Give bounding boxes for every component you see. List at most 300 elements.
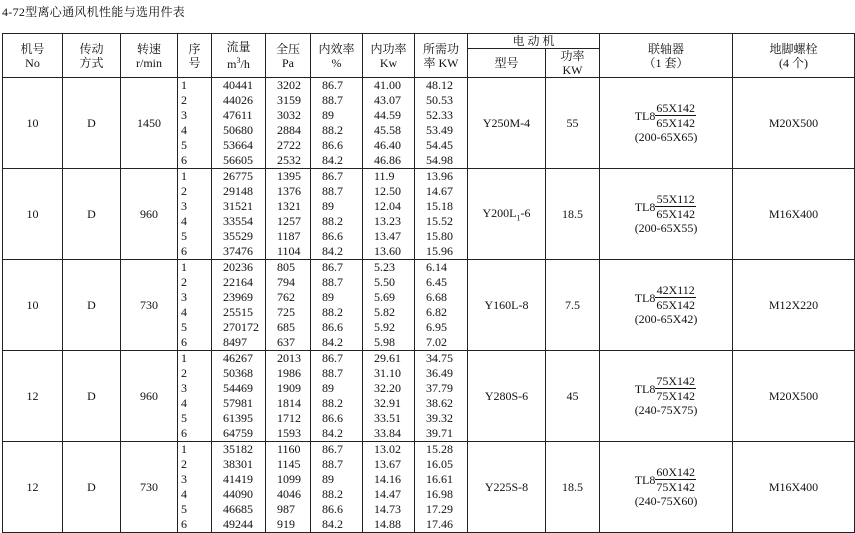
flow-value: 33554 [223,214,253,228]
seq-value: 4 [181,214,187,228]
header-motor: 电 动 机 [468,34,600,49]
internal-power-value: 43.07 [374,93,401,107]
pressure-value: 1099 [277,472,301,486]
required-power-value: 13.96 [426,169,453,183]
internal-power-value: 13.60 [374,244,401,258]
drive-cell: D [63,442,121,533]
internal-power-value: 5.82 [374,305,395,319]
flow-value: 64759 [223,426,253,440]
efficiency-value: 84.2 [322,153,343,167]
internal-power-value: 31.10 [374,366,401,380]
required-power-value: 52.33 [426,108,453,122]
efficiency-value: 89 [322,108,334,122]
coupling-cell [600,442,733,533]
table-row [3,351,855,442]
required-power-value: 15.18 [426,199,453,213]
coupling-dimensions: (200-65X42) [634,312,698,326]
pressure-value: 1321 [277,199,301,213]
required-power-value: 6.45 [426,275,447,289]
efficiency-cell [311,260,363,351]
motor-power-cell: 45 [546,351,600,442]
pressure-cell [266,351,311,442]
required-power-value: 6.68 [426,290,447,304]
pressure-value: 3032 [277,108,301,122]
header-efficiency: 内效率 % [311,34,363,78]
required-power-value: 54.45 [426,138,453,152]
pressure-value: 1909 [277,381,301,395]
seq-value: 3 [181,199,187,213]
coupling-numerator: 42X112 [656,283,695,297]
coupling-model: TL8 [634,108,656,123]
pressure-value: 637 [277,335,295,349]
flow-value: 38301 [223,457,253,471]
internal-power-value: 14.16 [374,472,401,486]
internal-power-value: 41.00 [374,78,401,92]
motor-model-value [485,389,528,403]
flow-value: 35182 [223,442,253,456]
required-power-value: 15.96 [426,244,453,258]
efficiency-value: 88.2 [322,123,343,137]
pressure-value: 762 [277,290,295,304]
seq-cell [178,78,212,169]
flow-value: 47611 [223,108,253,122]
pressure-value: 685 [277,320,295,334]
seq-value: 1 [181,351,187,365]
machine-no-cell: 12 [3,442,63,533]
header-speed: 转速 r/min [121,34,178,78]
motor-model-text: Y200L [482,205,517,220]
seq-value: 6 [181,335,187,349]
speed-cell: 730 [121,442,178,533]
pressure-value: 1593 [277,426,301,440]
internal-power-value: 32.20 [374,381,401,395]
seq-value: 3 [181,381,187,395]
internal-power-value: 13.47 [374,229,401,243]
internal-power-cell [363,351,415,442]
flow-value: 61395 [223,411,253,425]
seq-value: 3 [181,472,187,486]
efficiency-value: 86.7 [322,351,343,365]
internal-power-cell [363,169,415,260]
internal-power-value: 5.92 [374,320,395,334]
pressure-cell [266,442,311,533]
flow-value: 57981 [223,396,253,410]
header-machine-no: 机号 No [3,34,63,78]
pressure-value: 1814 [277,396,301,410]
pressure-value: 1712 [277,411,301,425]
required-power-cell [415,169,468,260]
header-flow: 流量 $m^3/h$ [212,34,266,78]
efficiency-value: 86.6 [322,229,343,243]
internal-power-value: 5.69 [374,290,395,304]
bolt-cell: M12X220 [733,260,855,351]
table-row [3,260,855,351]
seq-value: 2 [181,93,187,107]
coupling-cell [600,78,733,169]
internal-power-cell [363,442,415,533]
flow-value: 270172 [223,320,259,334]
efficiency-value: 89 [322,381,334,395]
motor-model-value [483,116,530,130]
flow-value: 26775 [223,169,253,183]
coupling-fraction [655,101,696,130]
bolt-cell: M16X400 [733,169,855,260]
drive-cell: D [63,169,121,260]
flow-value: 44026 [223,93,253,107]
internal-power-value: 5.23 [374,260,395,274]
coupling-dimensions: (200-65X65) [634,130,698,144]
speed-cell: 1450 [121,78,178,169]
efficiency-cell [311,78,363,169]
drive-cell: D [63,260,121,351]
internal-power-value: 46.40 [374,138,401,152]
flow-value: 22164 [223,275,253,289]
internal-power-value: 13.23 [374,214,401,228]
motor-power-cell: 18.5 [546,169,600,260]
seq-value: 4 [181,123,187,137]
flow-cell [212,260,266,351]
flow-cell [212,78,266,169]
machine-no-cell: 10 [3,78,63,169]
coupling-fraction [655,374,696,403]
required-power-cell [415,78,468,169]
seq-value: 6 [181,153,187,167]
efficiency-value: 84.2 [322,517,343,531]
efficiency-value: 88.7 [322,275,343,289]
header-seq: 序 号 [178,34,212,78]
flow-value: 46267 [223,351,253,365]
coupling-spec [635,374,698,417]
table-title: 4-72型离心通风机性能与选用件表 [2,5,186,19]
seq-value: 2 [181,366,187,380]
flow-value: 8497 [223,335,247,349]
required-power-cell [415,351,468,442]
coupling-numerator: 60X142 [656,465,696,479]
required-power-value: 34.75 [426,351,453,365]
motor-model-cell [468,260,546,351]
motor-model-suffix: -6 [520,205,531,220]
seq-cell [178,351,212,442]
pressure-cell [266,78,311,169]
flow-cell [212,169,266,260]
motor-model-text: Y225S-8 [484,479,529,494]
efficiency-value: 88.2 [322,396,343,410]
pressure-value: 4046 [277,487,301,501]
required-power-value: 16.98 [426,487,453,501]
coupling-spec [635,283,698,326]
seq-value: 5 [181,411,187,425]
flow-value: 49244 [223,517,253,531]
motor-model-subscript: 1 [516,213,521,223]
coupling-numerator: 75X142 [656,374,696,388]
coupling-denominator: 65X142 [656,298,696,312]
internal-power-value: 5.98 [374,335,395,349]
seq-value: 1 [181,169,187,183]
seq-value: 3 [181,290,187,304]
pressure-value: 1160 [277,442,301,456]
table-header [3,34,855,78]
internal-power-value: 32.91 [374,396,401,410]
motor-power-cell: 7.5 [546,260,600,351]
flow-value: 25515 [223,305,253,319]
flow-cell [212,442,266,533]
coupling-spec [635,465,698,508]
efficiency-value: 84.2 [322,335,343,349]
coupling-denominator: 65X142 [656,207,696,221]
bolt-cell: M16X400 [733,442,855,533]
flow-value: 50680 [223,123,253,137]
flow-cell [212,351,266,442]
efficiency-value: 86.6 [322,320,343,334]
seq-value: 2 [181,184,187,198]
efficiency-value: 86.6 [322,411,343,425]
coupling-dimensions: (240-75X60) [634,494,698,508]
internal-power-value: 14.88 [374,517,401,531]
internal-power-value: 33.51 [374,411,401,425]
flow-value: 44090 [223,487,253,501]
required-power-value: 14.67 [426,184,453,198]
motor-model-cell [468,78,546,169]
required-power-value: 15.52 [426,214,453,228]
header-required-power: 所需功 率 KW [415,34,468,78]
motor-model-text: Y280S-6 [484,388,529,403]
flow-value: 31521 [223,199,253,213]
seq-cell [178,260,212,351]
efficiency-value: 86.7 [322,169,343,183]
fan-performance-table [2,33,855,533]
coupling-numerator: 55X112 [656,192,695,206]
internal-power-value: 5.50 [374,275,395,289]
coupling-cell [600,169,733,260]
internal-power-value: 14.73 [374,502,401,516]
coupling-fraction [655,283,696,312]
efficiency-value: 86.6 [322,502,343,516]
pressure-value: 3159 [277,93,301,107]
efficiency-value: 84.2 [322,244,343,258]
flow-value: 20236 [223,260,253,274]
required-power-value: 37.79 [426,381,453,395]
machine-no-cell: 10 [3,169,63,260]
efficiency-value: 88.7 [322,184,343,198]
coupling-cell [600,260,733,351]
motor-model-value [485,480,528,494]
required-power-value: 17.46 [426,517,453,531]
required-power-value: 7.02 [426,335,447,349]
motor-power-cell: 18.5 [546,442,600,533]
flow-value: 41419 [223,472,253,486]
efficiency-value: 89 [322,472,334,486]
machine-no-cell: 12 [3,351,63,442]
flow-value: 40441 [223,78,253,92]
required-power-value: 6.82 [426,305,447,319]
pressure-value: 987 [277,502,295,516]
flow-value: 35529 [223,229,253,243]
table-row [3,78,855,169]
flow-value: 23969 [223,290,253,304]
efficiency-value: 88.2 [322,487,343,501]
motor-model-text: Y160L-8 [484,297,529,312]
required-power-value: 50.53 [426,93,453,107]
seq-value: 5 [181,502,187,516]
efficiency-value: 88.2 [322,214,343,228]
required-power-cell [415,260,468,351]
coupling-model: TL8 [634,199,656,214]
header-drive: 传动 方式 [63,34,121,78]
efficiency-value: 86.6 [322,138,343,152]
table-row [3,442,855,533]
seq-value: 4 [181,305,187,319]
internal-power-value: 45.58 [374,123,401,137]
efficiency-cell [311,351,363,442]
coupling-model: TL8 [634,472,656,487]
seq-value: 5 [181,229,187,243]
table-row [3,169,855,260]
coupling-dimensions: (240-75X75) [634,403,698,417]
coupling-denominator: 65X142 [656,116,696,130]
pressure-value: 1145 [277,457,301,471]
required-power-value: 17.29 [426,502,453,516]
required-power-value: 15.80 [426,229,453,243]
internal-power-value: 14.47 [374,487,401,501]
drive-cell: D [63,78,121,169]
seq-value: 1 [181,442,187,456]
efficiency-value: 86.7 [322,260,343,274]
efficiency-cell [311,442,363,533]
pressure-cell [266,169,311,260]
internal-power-value: 46.86 [374,153,401,167]
coupling-fraction [655,465,696,494]
internal-power-value: 11.9 [374,169,395,183]
pressure-value: 725 [277,305,295,319]
drive-cell: D [63,351,121,442]
header-bolt: 地脚螺栓 (4 个) [733,34,855,78]
speed-cell: 730 [121,260,178,351]
required-power-value: 54.98 [426,153,453,167]
pressure-value: 1395 [277,169,301,183]
pressure-value: 1257 [277,214,301,228]
pressure-value: 3202 [277,78,301,92]
header-internal-power: 内功率 Kw [363,34,415,78]
efficiency-value: 88.7 [322,93,343,107]
pressure-value: 2532 [277,153,301,167]
efficiency-value: 88.2 [322,305,343,319]
pressure-value: 805 [277,260,295,274]
pressure-value: 1104 [277,244,301,258]
efficiency-cell [311,169,363,260]
pressure-value: 1986 [277,366,301,380]
pressure-value: 794 [277,275,295,289]
seq-value: 2 [181,275,187,289]
machine-no-cell: 10 [3,260,63,351]
motor-model-cell [468,169,546,260]
required-power-value: 6.14 [426,260,447,274]
seq-value: 4 [181,487,187,501]
flow-value: 29148 [223,184,253,198]
efficiency-value: 88.7 [322,457,343,471]
required-power-value: 16.61 [426,472,453,486]
coupling-fraction [655,192,696,221]
speed-cell: 960 [121,351,178,442]
flow-value: 54469 [223,381,253,395]
coupling-numerator: 65X142 [656,101,696,115]
coupling-denominator: 75X142 [656,480,696,494]
header-coupling: 联轴器 （1 套） [600,34,733,78]
seq-value: 6 [181,244,187,258]
required-power-value: 39.71 [426,426,453,440]
efficiency-value: 84.2 [322,426,343,440]
internal-power-value: 12.04 [374,199,401,213]
internal-power-value: 13.02 [374,442,401,456]
motor-model-cell [468,351,546,442]
flow-value: 46685 [223,502,253,516]
required-power-value: 38.62 [426,396,453,410]
motor-power-cell: 55 [546,78,600,169]
coupling-dimensions: (200-65X55) [634,221,698,235]
required-power-value: 39.32 [426,411,453,425]
pressure-value: 2722 [277,138,301,152]
required-power-value: 36.49 [426,366,453,380]
efficiency-value: 86.7 [322,442,343,456]
pressure-value: 1376 [277,184,301,198]
efficiency-value: 89 [322,290,334,304]
internal-power-value: 44.59 [374,108,401,122]
motor-model-value [482,205,531,223]
required-power-value: 15.28 [426,442,453,456]
coupling-model: TL8 [634,290,656,305]
bolt-cell: M20X500 [733,351,855,442]
coupling-model: TL8 [634,381,656,396]
coupling-denominator: 75X142 [656,389,696,403]
pressure-value: 2013 [277,351,301,365]
efficiency-value: 89 [322,199,334,213]
speed-cell: 960 [121,169,178,260]
seq-value: 5 [181,320,187,334]
seq-value: 6 [181,426,187,440]
flow-value: 37476 [223,244,253,258]
flow-value: 56605 [223,153,253,167]
required-power-value: 16.05 [426,457,453,471]
seq-value: 1 [181,260,187,274]
seq-value: 2 [181,457,187,471]
efficiency-value: 86.7 [322,78,343,92]
motor-model-value [485,298,529,312]
seq-value: 6 [181,517,187,531]
flow-value: 50368 [223,366,253,380]
coupling-spec [635,101,698,144]
efficiency-value: 88.7 [322,366,343,380]
seq-cell [178,169,212,260]
pressure-cell [266,260,311,351]
header-motor-power: 功率 KW [546,49,600,78]
motor-model-cell [468,442,546,533]
required-power-value: 53.49 [426,123,453,137]
internal-power-value: 12.50 [374,184,401,198]
header-motor-model: 型号 [468,49,546,78]
internal-power-value: 13.67 [374,457,401,471]
bolt-cell: M20X500 [733,78,855,169]
pressure-value: 919 [277,517,295,531]
seq-value: 1 [181,78,187,92]
seq-value: 4 [181,396,187,410]
seq-cell [178,442,212,533]
internal-power-value: 33.84 [374,426,401,440]
flow-value: 53664 [223,138,253,152]
pressure-value: 2884 [277,123,301,137]
internal-power-cell [363,78,415,169]
motor-model-text: Y250M-4 [482,115,531,130]
required-power-value: 48.12 [426,78,453,92]
pressure-value: 1187 [277,229,301,243]
